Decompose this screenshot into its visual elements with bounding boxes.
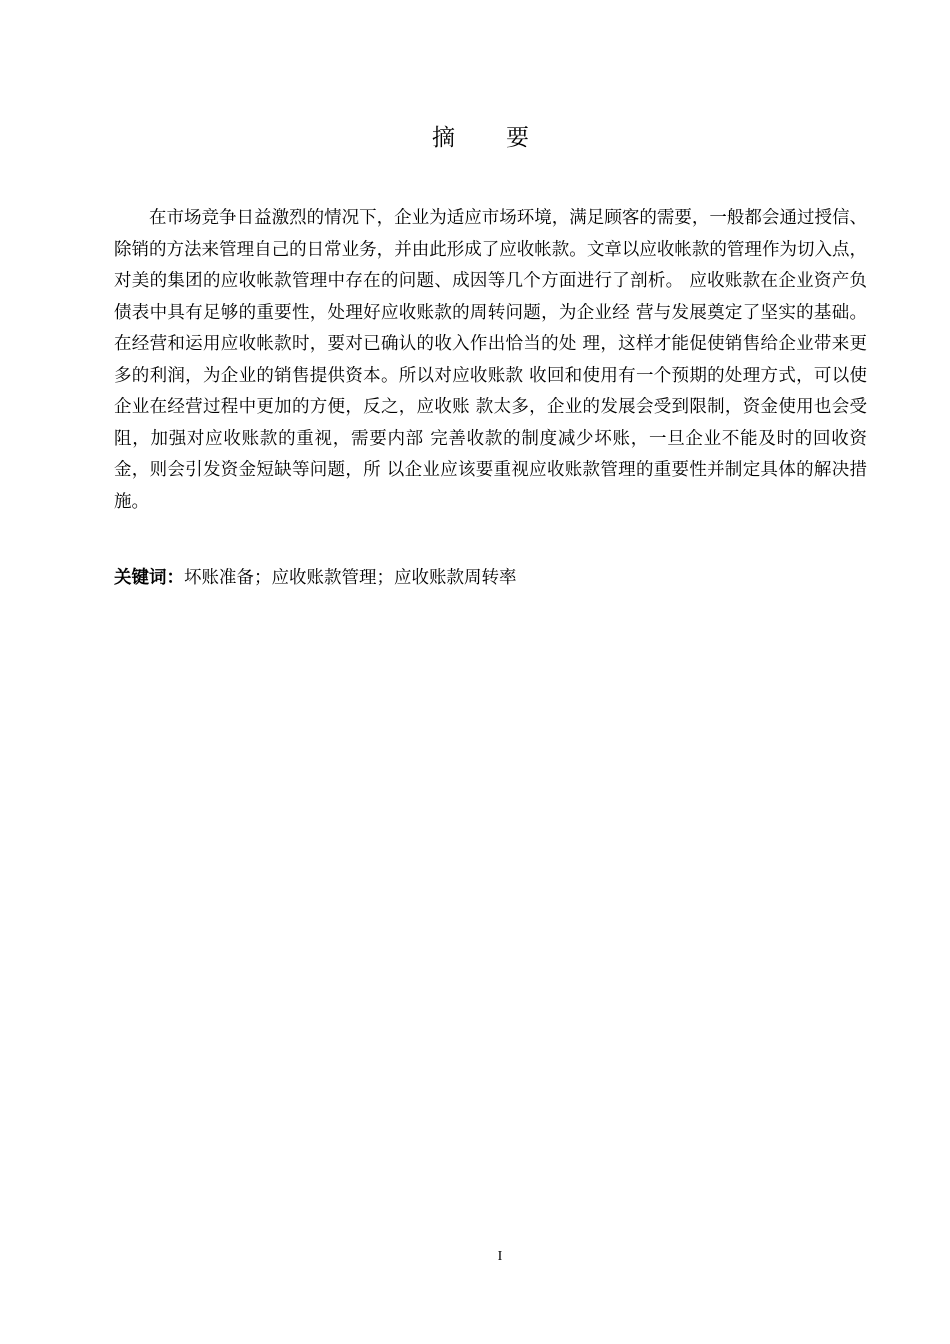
keywords-label: 关键词：: [114, 568, 184, 588]
abstract-body: 在市场竞争日益激烈的情况下，企业为适应市场环境，满足顾客的需要，一般都会通过授信、除销的方法来管理自己的日常业务，并由此形成了应收帐款。文章以应收帐款的管理作为切入点，对美的集团的应收帐款管理中存在的问题、成因等几个方面进行了剖析。 应收账款在企业资产负债表中具有足够的重要性，处理好应收账款的周转问题，为企业经 营与发展奠定了坚实的基础。在经营和运用应收帐款时，要对已确认的收入作出恰当的处 理，这样才能促使销售给企业带来更多的利润，为企业的销售提供资本。所以对应收账款 收回和使用有一个预期的处理方式，可以使企业在经营过程中更加的方便，反之，应收账 款太多，企业的发展会受到限制，资金使用也会受阻，加强对应收账款的重视，需要内部 完善收款的制度减少坏账，一旦企业不能及时的回收资金，则会引发资金短缺等问题，所 以企业应该要重视应收账款管理的重要性并制定具体的解决措施。: [114, 208, 867, 512]
keywords-value: 坏账准备；应收账款管理；应收账款周转率: [184, 568, 517, 588]
abstract-title: 摘 要: [432, 125, 543, 151]
keywords-line: [114, 563, 867, 595]
page-number: I: [497, 1249, 503, 1264]
